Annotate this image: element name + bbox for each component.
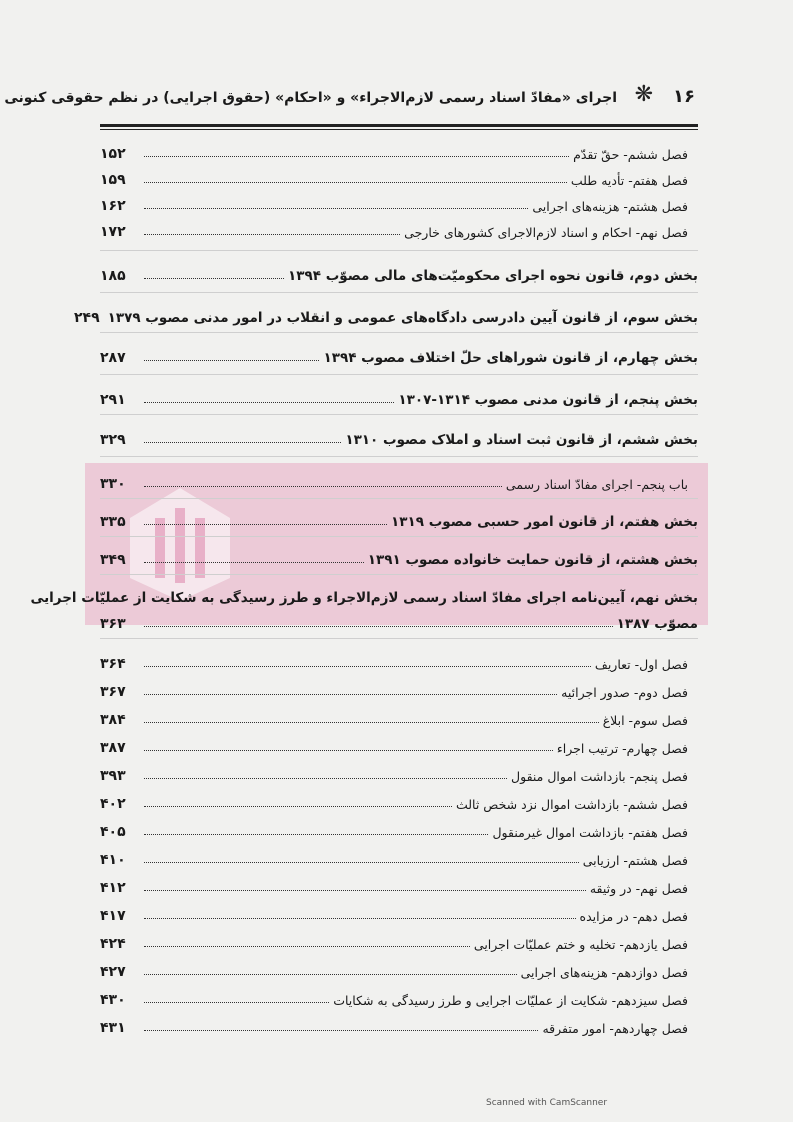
toc-row[interactable]	[30, 584, 698, 606]
toc-row[interactable]	[100, 734, 698, 756]
toc-row-page: ۱۵۲	[100, 146, 126, 162]
toc-row-title: فصل چهاردهم- امور متفرقه	[542, 1021, 688, 1036]
leader-dots	[144, 442, 341, 443]
toc-row-page: ۴۲۷	[100, 964, 126, 980]
divider	[100, 292, 698, 293]
divider	[100, 332, 698, 333]
toc-row-page: ۳۸۷	[100, 740, 126, 756]
toc-row-page: ۴۰۵	[100, 824, 126, 840]
toc-row-title: فصل یازدهم- تخلیه و ختم عملیّات اجرایی	[473, 937, 688, 952]
leader-dots	[144, 778, 507, 779]
toc-row-title: بخش پنجم، از قانون مدنی مصوب ۱۳۱۴-۱۳۰۷	[398, 392, 698, 408]
toc-row[interactable]	[100, 958, 698, 980]
leader-dots	[144, 806, 452, 807]
toc-row[interactable]	[100, 386, 698, 408]
toc-row[interactable]	[100, 650, 698, 672]
toc-row-title: بخش چهارم، از قانون شوراهای حلّ اختلاف مصوب ۱۳۹۴	[323, 350, 698, 366]
leader-dots	[144, 524, 387, 525]
leader-dots	[144, 234, 400, 235]
toc-row-title: فصل هشتم- هزینه‌های اجرایی	[532, 199, 688, 214]
leader-dots	[144, 360, 319, 361]
leader-dots	[144, 666, 591, 667]
toc-row-page: ۲۸۷	[100, 350, 126, 366]
toc-row-page: ۲۹۱	[100, 392, 126, 408]
leader-dots	[144, 626, 613, 627]
toc-row[interactable]	[100, 902, 698, 924]
leader-dots	[144, 834, 488, 835]
toc-row[interactable]	[100, 546, 698, 568]
toc-row[interactable]	[100, 344, 698, 366]
toc-row-page: ۴۲۴	[100, 936, 126, 952]
toc-row-page: ۴۱۷	[100, 908, 126, 924]
toc-row-title: فصل ششم- حقّ تقدّم	[573, 147, 688, 162]
toc-row[interactable]	[100, 470, 698, 492]
toc-row-page: ۴۰۲	[100, 796, 126, 812]
toc-row-page: ۲۴۹	[73, 310, 100, 326]
toc-row-page: ۱۵۹	[100, 172, 126, 188]
toc-row-title: فصل هفتم- بازداشت اموال غیرمنقول	[492, 825, 688, 840]
toc-row-title: بخش هشتم، از قانون حمایت خانواده مصوب ۱۳۹۱	[367, 552, 698, 568]
toc-row-page: ۴۳۱	[100, 1020, 126, 1036]
toc-row[interactable]	[100, 678, 698, 700]
toc-row-page: ۳۸۴	[100, 712, 126, 728]
leader-dots	[144, 974, 517, 975]
leader-dots	[144, 918, 576, 919]
divider	[100, 574, 698, 575]
toc-row-title: فصل دوازدهم- هزینه‌های اجرایی	[520, 965, 688, 980]
toc-row-page: ۴۳۰	[100, 992, 126, 1008]
toc-row-continuation[interactable]	[100, 610, 698, 632]
toc-row-page: ۴۱۲	[100, 880, 126, 896]
toc-row-title: فصل هشتم- ارزیابی	[582, 853, 688, 868]
toc-row-page: ۳۶۳	[100, 616, 126, 632]
leader-dots	[144, 750, 553, 751]
toc-row-title: فصل نهم- در وثیقه	[589, 881, 688, 896]
page-number: ۱۶	[673, 86, 695, 107]
toc-row-title: فصل هفتم- تأدیه طلب	[570, 173, 688, 188]
toc-row[interactable]	[100, 930, 698, 952]
toc-row-title: فصل دوم- صدور اجرائیه	[561, 685, 688, 700]
toc-row[interactable]	[100, 508, 698, 530]
leader-dots	[144, 182, 567, 183]
divider	[100, 536, 698, 537]
toc-row[interactable]	[100, 166, 698, 188]
toc-row-page: ۱۷۲	[100, 224, 126, 240]
toc-row[interactable]	[100, 706, 698, 728]
toc-row[interactable]	[73, 304, 698, 326]
toc-row-title: باب پنجم- اجرای مفادّ اسناد رسمی	[505, 477, 688, 492]
toc-row[interactable]	[100, 140, 698, 162]
toc-row-page: ۳۹۳	[100, 768, 126, 784]
divider	[100, 250, 698, 251]
toc-row-title: فصل دهم- در مزایده	[579, 909, 688, 924]
running-title: اجرای «مفادّ اسناد رسمی لازم‌الاجراء» و «احکام» (حقوق اجرایی) در نظم حقوقی کنونی	[4, 90, 617, 106]
header-rule	[100, 124, 698, 127]
toc-row[interactable]	[100, 846, 698, 868]
toc-row[interactable]	[100, 762, 698, 784]
leader-dots	[144, 722, 599, 723]
leader-dots	[144, 1030, 538, 1031]
leader-dots	[144, 562, 364, 563]
toc-row[interactable]	[100, 986, 698, 1008]
scanner-footer: Scanned with CamScanner	[486, 1098, 608, 1108]
leader-dots	[144, 278, 284, 279]
leader-dots	[144, 402, 394, 403]
toc-row-title: بخش ششم، از قانون ثبت اسناد و املاک مصوب ۱۳۱۰	[345, 432, 698, 448]
toc-row-title: مصوّب ۱۳۸۷	[616, 616, 698, 632]
leader-dots	[144, 486, 502, 487]
toc-row-page: ۳۶۷	[100, 684, 126, 700]
toc-row-title: فصل چهارم- ترتیب اجراء	[556, 741, 688, 756]
toc-row-page: ۳۳۰	[100, 476, 126, 492]
leader-dots	[144, 946, 470, 947]
toc-row-title: بخش هفتم، از قانون امور حسبی مصوب ۱۳۱۹	[391, 514, 698, 530]
toc-row-page: ۱۸۵	[100, 268, 126, 284]
toc-row-title: فصل سیزدهم- شکایت از عملیّات اجرایی و طرز رسیدگی به شکایات	[333, 993, 688, 1008]
toc-row[interactable]	[100, 1014, 698, 1036]
toc-row-page: ۳۴۹	[100, 552, 126, 568]
toc-row-title: فصل نهم- احکام و اسناد لازم‌الاجرای کشورهای خارجی	[404, 225, 688, 240]
toc-row-title: فصل سوم- ابلاغ	[602, 713, 688, 728]
toc-row-page: ۳۳۵	[100, 514, 126, 530]
toc-row[interactable]	[100, 262, 698, 284]
toc-row-page: ۴۱۰	[100, 852, 126, 868]
toc-row-title: فصل اول- تعاریف	[594, 657, 688, 672]
page-header	[4, 72, 695, 122]
toc-row-title: فصل پنجم- بازداشت اموال منقول	[511, 769, 688, 784]
toc-row[interactable]	[100, 426, 698, 448]
divider	[100, 374, 698, 375]
divider	[100, 638, 698, 639]
leader-dots	[144, 156, 569, 157]
leader-dots	[144, 208, 528, 209]
divider	[100, 498, 698, 499]
divider	[100, 414, 698, 415]
leader-dots	[144, 862, 579, 863]
toc-row-title: بخش نهم، آیین‌نامه اجرای مفادّ اسناد رسمی لازم‌الاجراء و طرز رسیدگی به شکایت از عملیّات اجرایی	[30, 590, 698, 606]
flower-ornament-icon: ❋	[634, 82, 653, 107]
header-rule-thin	[100, 129, 698, 130]
toc-row[interactable]	[100, 192, 698, 214]
toc-row[interactable]	[100, 874, 698, 896]
leader-dots	[144, 1002, 329, 1003]
toc-row-page: ۳۶۴	[100, 656, 126, 672]
toc-row[interactable]	[100, 818, 698, 840]
divider	[100, 456, 698, 457]
leader-dots	[144, 890, 586, 891]
toc-row-page: ۳۲۹	[100, 432, 126, 448]
toc-row-page: ۱۶۲	[100, 198, 126, 214]
toc-row[interactable]	[100, 218, 698, 240]
toc-row-title: بخش دوم، قانون نحوه اجرای محکومیّت‌های مالی مصوّب ۱۳۹۴	[288, 268, 698, 284]
toc-row-title: فصل ششم- بازداشت اموال نزد شخص ثالث	[455, 797, 688, 812]
toc-row-title: بخش سوم، از قانون آیین دادرسی دادگاه‌های عمومی و انقلاب در امور مدنی مصوب ۱۳۷۹	[107, 310, 698, 326]
leader-dots	[144, 694, 557, 695]
toc-row[interactable]	[100, 790, 698, 812]
